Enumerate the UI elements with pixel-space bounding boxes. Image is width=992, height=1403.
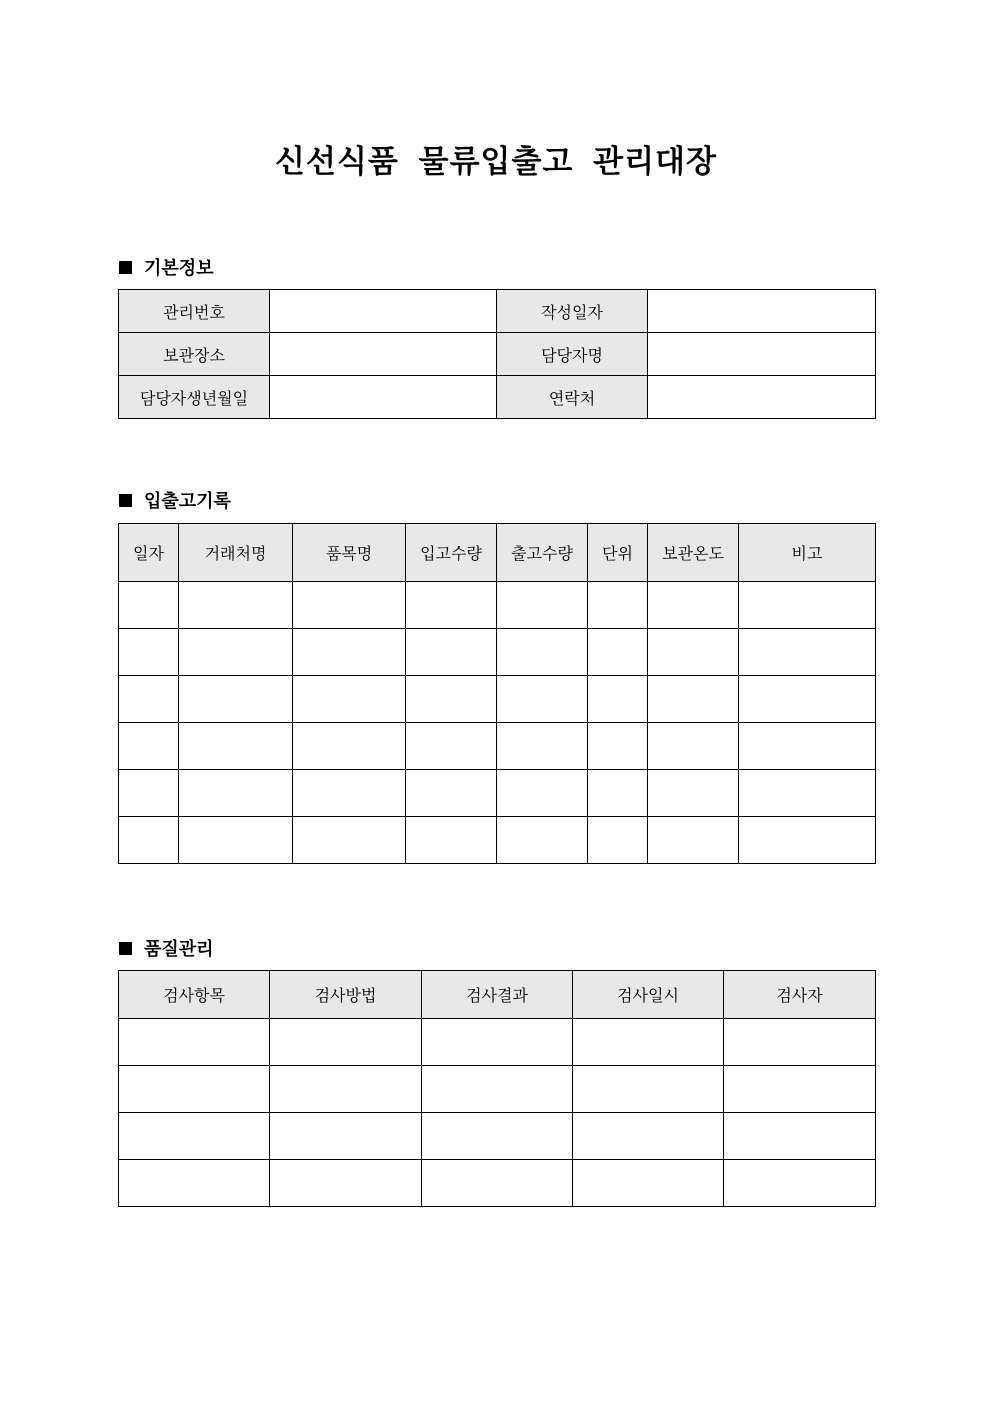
table-cell[interactable] [119,582,179,629]
table-cell[interactable] [270,1019,422,1066]
table-row [119,723,876,770]
table-cell[interactable] [119,770,179,817]
table-cell[interactable] [119,1066,270,1113]
table-cell[interactable] [270,1113,422,1160]
written-date-field[interactable] [648,290,876,333]
table-cell[interactable] [119,1019,270,1066]
field-label: 연락처 [497,376,648,419]
table-cell[interactable] [179,629,293,676]
table-row [119,376,876,419]
square-bullet-icon [119,261,132,274]
table-cell[interactable] [119,1160,270,1207]
document-title: 신선식품 물류입출고 관리대장 [275,144,717,180]
table-row [119,1066,876,1113]
column-header: 품목명 [293,524,406,582]
field-label: 관리번호 [119,290,270,333]
table-cell[interactable] [497,817,588,864]
column-header: 검사방법 [270,971,422,1019]
table-cell[interactable] [497,582,588,629]
table-cell[interactable] [406,770,497,817]
table-cell[interactable] [406,629,497,676]
table-cell[interactable] [119,723,179,770]
field-label: 보관장소 [119,333,270,376]
table-cell[interactable] [648,723,739,770]
column-header: 보관온도 [648,524,739,582]
column-header: 검사자 [724,971,876,1019]
column-header: 검사일시 [573,971,724,1019]
table-cell[interactable] [724,1113,876,1160]
field-label: 담당자명 [497,333,648,376]
column-header: 검사항목 [119,971,270,1019]
table-cell[interactable] [588,629,648,676]
table-row [119,629,876,676]
table-row [119,676,876,723]
table-row [119,290,876,333]
table-cell[interactable] [119,817,179,864]
section-title: 품질관리 [144,939,214,960]
column-header: 검사결과 [422,971,573,1019]
table-row [119,1160,876,1207]
table-cell[interactable] [724,1160,876,1207]
table-row [119,582,876,629]
management-number-field[interactable] [270,290,497,333]
table-cell[interactable] [588,817,648,864]
table-cell[interactable] [422,1160,573,1207]
table-cell[interactable] [119,629,179,676]
table-cell[interactable] [724,1019,876,1066]
table-cell[interactable] [739,817,876,864]
square-bullet-icon [119,494,132,507]
column-header: 일자 [119,524,179,582]
table-cell[interactable] [648,629,739,676]
table-row [119,333,876,376]
table-cell[interactable] [406,817,497,864]
table-cell[interactable] [119,676,179,723]
field-label: 담당자생년월일 [119,376,270,419]
table-cell[interactable] [739,676,876,723]
table-cell[interactable] [648,676,739,723]
field-label: 작성일자 [497,290,648,333]
table-cell[interactable] [179,770,293,817]
table-row [119,817,876,864]
table-cell[interactable] [422,1019,573,1066]
section-heading-inout-record [119,487,231,513]
table-header-row [119,524,876,582]
table-cell[interactable] [588,676,648,723]
storage-location-field[interactable] [270,333,497,376]
table-cell[interactable] [739,770,876,817]
table-row [119,770,876,817]
manager-birthdate-field[interactable] [270,376,497,419]
table-cell[interactable] [739,629,876,676]
table-cell[interactable] [406,676,497,723]
table-cell[interactable] [497,723,588,770]
table-cell[interactable] [293,629,406,676]
table-cell[interactable] [588,770,648,817]
table-cell[interactable] [497,676,588,723]
table-cell[interactable] [179,582,293,629]
table-cell[interactable] [648,817,739,864]
table-cell[interactable] [739,582,876,629]
table-cell[interactable] [573,1113,724,1160]
section-title: 입출고기록 [144,491,231,512]
quality-table [118,970,876,1207]
table-cell[interactable] [179,723,293,770]
section-heading-quality [119,935,214,961]
section-heading-basic-info [119,254,214,280]
table-cell[interactable] [270,1160,422,1207]
table-cell[interactable] [724,1066,876,1113]
table-cell[interactable] [293,582,406,629]
section-title: 기본정보 [144,258,214,279]
manager-name-field[interactable] [648,333,876,376]
table-cell[interactable] [422,1066,573,1113]
column-header: 출고수량 [497,524,588,582]
table-header-row [119,971,876,1019]
table-cell[interactable] [588,582,648,629]
table-cell[interactable] [648,582,739,629]
column-header: 단위 [588,524,648,582]
column-header: 비고 [739,524,876,582]
table-row [119,1113,876,1160]
table-row [119,1019,876,1066]
table-cell[interactable] [119,1113,270,1160]
contact-field[interactable] [648,376,876,419]
table-cell[interactable] [293,723,406,770]
table-cell[interactable] [573,1066,724,1113]
table-cell[interactable] [270,1066,422,1113]
table-cell[interactable] [588,723,648,770]
table-cell[interactable] [573,1160,724,1207]
table-cell[interactable] [179,676,293,723]
table-cell[interactable] [497,629,588,676]
table-cell[interactable] [293,770,406,817]
table-cell[interactable] [573,1019,724,1066]
table-cell[interactable] [293,817,406,864]
table-cell[interactable] [406,582,497,629]
table-cell[interactable] [406,723,497,770]
square-bullet-icon [119,942,132,955]
table-cell[interactable] [422,1113,573,1160]
table-cell[interactable] [293,676,406,723]
column-header: 입고수량 [406,524,497,582]
table-cell[interactable] [497,770,588,817]
basic-info-table [118,289,876,419]
column-header: 거래처명 [179,524,293,582]
table-cell[interactable] [648,770,739,817]
table-cell[interactable] [179,817,293,864]
table-cell[interactable] [739,723,876,770]
inout-record-table [118,523,876,864]
